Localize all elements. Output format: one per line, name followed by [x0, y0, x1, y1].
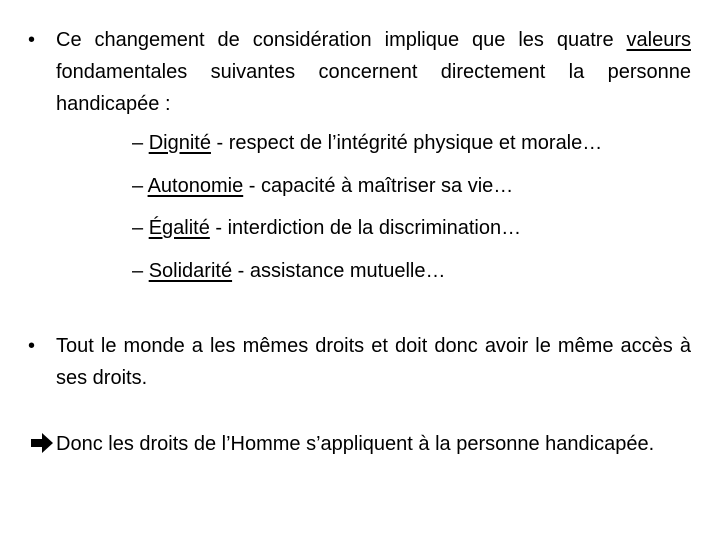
value-item-dignite: [132, 127, 602, 159]
right-arrow-icon: [30, 432, 54, 454]
value-term: Solidarité: [148, 260, 233, 282]
bullet-equal-rights: Tout le monde a les mêmes droits et doit donc avoir le même accès à ses droits.: [56, 335, 691, 389]
bullet-marker: •: [28, 29, 36, 51]
value-definition: - respect de l’intégrité physique et morale…: [210, 132, 603, 154]
value-definition: - assistance mutuelle…: [232, 260, 446, 282]
value-dash: –: [132, 260, 149, 282]
value-item-egalite: [132, 212, 521, 244]
value-dash: –: [132, 217, 149, 239]
value-definition: - capacité à maîtriser sa vie…: [243, 175, 514, 197]
value-term: Dignité: [148, 132, 211, 154]
value-dash: –: [132, 132, 149, 154]
value-definition: - interdiction de la discrimination…: [209, 217, 522, 239]
bullet-values-intro: [56, 24, 691, 120]
conclusion-text: Donc les droits de l’Homme s’appliquent à la personne handicapée.: [56, 433, 655, 455]
intro-underlined-word: valeurs: [626, 29, 691, 51]
intro-text-after: fondamentales suivantes concernent directement la personne handicapée :: [56, 61, 691, 115]
value-item-autonomie: [132, 170, 513, 202]
intro-text-before: Ce changement de considération implique que les quatre: [56, 29, 627, 51]
value-item-solidarite: [132, 255, 446, 287]
value-dash: –: [132, 175, 148, 197]
value-term: Autonomie: [147, 175, 244, 197]
bullet-marker: •: [28, 335, 36, 357]
value-term: Égalité: [148, 217, 210, 239]
